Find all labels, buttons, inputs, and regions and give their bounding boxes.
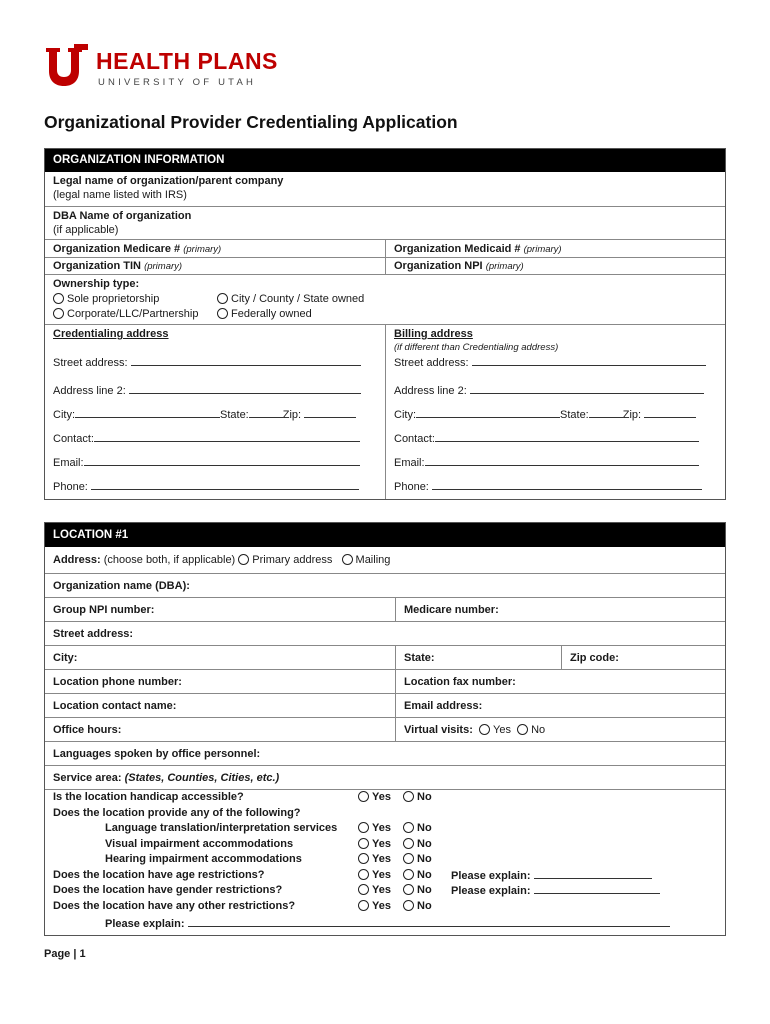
primary-note: (primary): [523, 244, 562, 255]
org-tin-field[interactable]: [45, 258, 385, 274]
radio-icon[interactable]: [358, 853, 369, 864]
cred-line2-field[interactable]: Address line 2:: [53, 379, 377, 403]
loc-contact-field[interactable]: Location contact name:: [53, 700, 177, 712]
radio-icon[interactable]: [342, 554, 353, 565]
bill-contact-field[interactable]: Contact:: [394, 427, 717, 451]
yes-option[interactable]: Yes: [358, 790, 391, 806]
cred-contact-field[interactable]: Contact:: [53, 427, 377, 451]
yes-option[interactable]: Yes: [358, 852, 391, 868]
mailing-option[interactable]: Mailing: [342, 554, 391, 566]
loc-city-field[interactable]: City:: [53, 652, 78, 664]
ownership-option-sole[interactable]: Sole proprietorship: [53, 292, 217, 307]
radio-icon[interactable]: [53, 293, 64, 304]
primary-note: (primary): [183, 244, 222, 255]
yes-option[interactable]: Yes: [358, 899, 391, 915]
other-restrictions-question: Does the location have any other restrictions? Yes No: [53, 899, 717, 916]
org-medicare-label: Organization Medicare #: [53, 243, 181, 255]
city-state-zip-row: [45, 645, 725, 669]
tin-npi-row: [45, 257, 725, 274]
loc-street-label: Street address:: [53, 628, 134, 640]
medicare-number-field[interactable]: Medicare number:: [395, 598, 725, 621]
no-option[interactable]: No: [403, 790, 432, 806]
no-option[interactable]: No: [403, 837, 432, 853]
loc-email-field[interactable]: Email address:: [395, 694, 725, 717]
yes-option[interactable]: Yes: [358, 883, 391, 899]
logo-wordmark: HEALTH PLANS: [96, 48, 278, 74]
cred-phone-field[interactable]: Phone:: [53, 475, 377, 499]
virtual-no-option[interactable]: No: [517, 724, 545, 736]
yes-option[interactable]: Yes: [358, 821, 391, 837]
org-medicare-field[interactable]: [45, 240, 385, 257]
page-number: Page | 1: [44, 948, 86, 960]
age-restrictions-question: Does the location have age restrictions? Yes No Please explain:: [53, 868, 717, 884]
billing-address-label: Billing address: [394, 328, 473, 340]
radio-icon[interactable]: [479, 724, 490, 735]
ownership-option-corporate[interactable]: Corporate/LLC/Partnership: [53, 307, 217, 322]
radio-icon[interactable]: [403, 884, 414, 895]
ownership-row: [45, 274, 725, 324]
billing-address: [385, 325, 725, 499]
radio-icon[interactable]: [53, 308, 64, 319]
org-npi-label: Organization NPI: [394, 260, 483, 272]
bill-city-state-zip-field[interactable]: City: State: Zip:: [394, 403, 717, 427]
radio-icon[interactable]: [358, 884, 369, 895]
ownership-label: Ownership type:: [53, 278, 140, 290]
dba-label: DBA Name of organization: [53, 210, 192, 222]
virtual-visits-label: Virtual visits:: [404, 724, 473, 736]
virtual-yes-option[interactable]: Yes: [479, 724, 511, 736]
radio-icon[interactable]: [403, 869, 414, 880]
no-option[interactable]: No: [403, 883, 432, 899]
no-option[interactable]: No: [403, 899, 432, 915]
logo: [44, 44, 284, 90]
yes-option[interactable]: Yes: [358, 868, 391, 884]
bill-line2-field[interactable]: Address line 2:: [394, 379, 717, 403]
service-area-label: Service area:: [53, 772, 122, 784]
contact-email-row: [45, 693, 725, 717]
cred-email-field[interactable]: Email:: [53, 451, 377, 475]
radio-icon[interactable]: [217, 308, 228, 319]
loc-fax-field[interactable]: Location fax number:: [395, 670, 725, 693]
primary-note: (primary): [144, 261, 183, 272]
hours-virtual-row: [45, 717, 725, 741]
radio-icon[interactable]: [358, 900, 369, 911]
loc-phone-field[interactable]: Location phone number:: [53, 676, 182, 688]
bill-phone-field[interactable]: Phone:: [394, 475, 717, 499]
ownership-option-federal[interactable]: Federally owned: [217, 307, 312, 322]
cred-street-field[interactable]: Street address:: [53, 355, 377, 379]
languages-row[interactable]: [45, 741, 725, 765]
radio-icon[interactable]: [358, 869, 369, 880]
gender-explain-field[interactable]: Please explain:: [451, 883, 660, 900]
radio-icon[interactable]: [358, 791, 369, 802]
medicare-medicaid-row: [45, 239, 725, 257]
radio-icon[interactable]: [403, 838, 414, 849]
radio-icon[interactable]: [217, 293, 228, 304]
primary-address-option[interactable]: Primary address: [238, 554, 332, 566]
radio-icon[interactable]: [403, 853, 414, 864]
phone-fax-row: [45, 669, 725, 693]
provide-question: Does the location provide any of the following?: [53, 806, 301, 819]
office-hours-field[interactable]: Office hours:: [53, 724, 122, 736]
credentialing-address: [45, 325, 385, 499]
location-address-row: [45, 547, 725, 573]
cred-city-state-zip-field[interactable]: City: State: Zip:: [53, 403, 377, 427]
service-area-row[interactable]: [45, 765, 725, 789]
no-option[interactable]: No: [403, 852, 432, 868]
ownership-option-government[interactable]: City / County / State owned: [217, 292, 364, 307]
organization-section: [44, 148, 726, 500]
org-name-row[interactable]: [45, 573, 725, 597]
radio-icon[interactable]: [403, 822, 414, 833]
radio-icon[interactable]: [358, 822, 369, 833]
credentialing-address-label: Credentialing address: [53, 328, 169, 340]
page-title: Organizational Provider Credentialing Application: [44, 112, 458, 132]
accessibility-block: [45, 789, 725, 935]
radio-icon[interactable]: [403, 791, 414, 802]
dba-note: (if applicable): [53, 224, 119, 236]
hearing-accommodations-question: Hearing impairment accommodations Yes No: [53, 852, 717, 868]
dba-row[interactable]: [45, 206, 725, 239]
loc-street-row[interactable]: [45, 621, 725, 645]
legal-name-label: Legal name of organization/parent company: [53, 175, 284, 187]
other-explain-field[interactable]: Please explain:: [53, 916, 717, 932]
section-heading: ORGANIZATION INFORMATION: [45, 149, 725, 172]
language-services-question: Language translation/interpretation services Yes No: [53, 821, 717, 837]
section-heading: LOCATION #1: [45, 523, 725, 547]
visual-accommodations-question: Visual impairment accommodations Yes No: [53, 837, 717, 853]
address-label: Address:: [53, 554, 101, 566]
bill-email-field[interactable]: Email:: [394, 451, 717, 475]
org-npi-field[interactable]: [385, 258, 725, 274]
service-area-note: (States, Counties, Cities, etc.): [124, 772, 280, 784]
age-explain-field[interactable]: Please explain:: [451, 868, 652, 885]
legal-name-note: (legal name listed with IRS): [53, 189, 187, 201]
radio-icon[interactable]: [517, 724, 528, 735]
location-section: [44, 522, 726, 936]
org-tin-label: Organization TIN: [53, 260, 141, 272]
radio-icon[interactable]: [238, 554, 249, 565]
npi-medicare-row: [45, 597, 725, 621]
org-medicaid-field[interactable]: [385, 240, 725, 257]
org-medicaid-label: Organization Medicaid #: [394, 243, 521, 255]
billing-note: (if different than Credentialing address): [394, 342, 559, 353]
virtual-visits-field: [395, 718, 725, 741]
no-option[interactable]: No: [403, 868, 432, 884]
radio-icon[interactable]: [358, 838, 369, 849]
yes-option[interactable]: Yes: [358, 837, 391, 853]
loc-zip-field[interactable]: Zip code:: [561, 646, 725, 669]
bill-street-field[interactable]: Street address:: [394, 355, 717, 379]
u-logo-icon: [44, 44, 90, 90]
address-note: (choose both, if applicable): [103, 554, 236, 566]
loc-state-field[interactable]: State:: [395, 646, 561, 669]
group-npi-field[interactable]: Group NPI number:: [53, 604, 155, 616]
radio-icon[interactable]: [403, 900, 414, 911]
logo-subtitle: UNIVERSITY OF UTAH: [98, 77, 257, 88]
address-block: [45, 324, 725, 499]
no-option[interactable]: No: [403, 821, 432, 837]
legal-name-row[interactable]: [45, 172, 725, 206]
handicap-question: Is the location handicap accessible? Yes No: [53, 790, 717, 806]
org-name-label: Organization name (DBA):: [53, 580, 190, 592]
primary-note: (primary): [485, 261, 524, 272]
gender-restrictions-question: Does the location have gender restrictions? Yes No Please explain:: [53, 883, 717, 899]
languages-label: Languages spoken by office personnel:: [53, 748, 261, 760]
